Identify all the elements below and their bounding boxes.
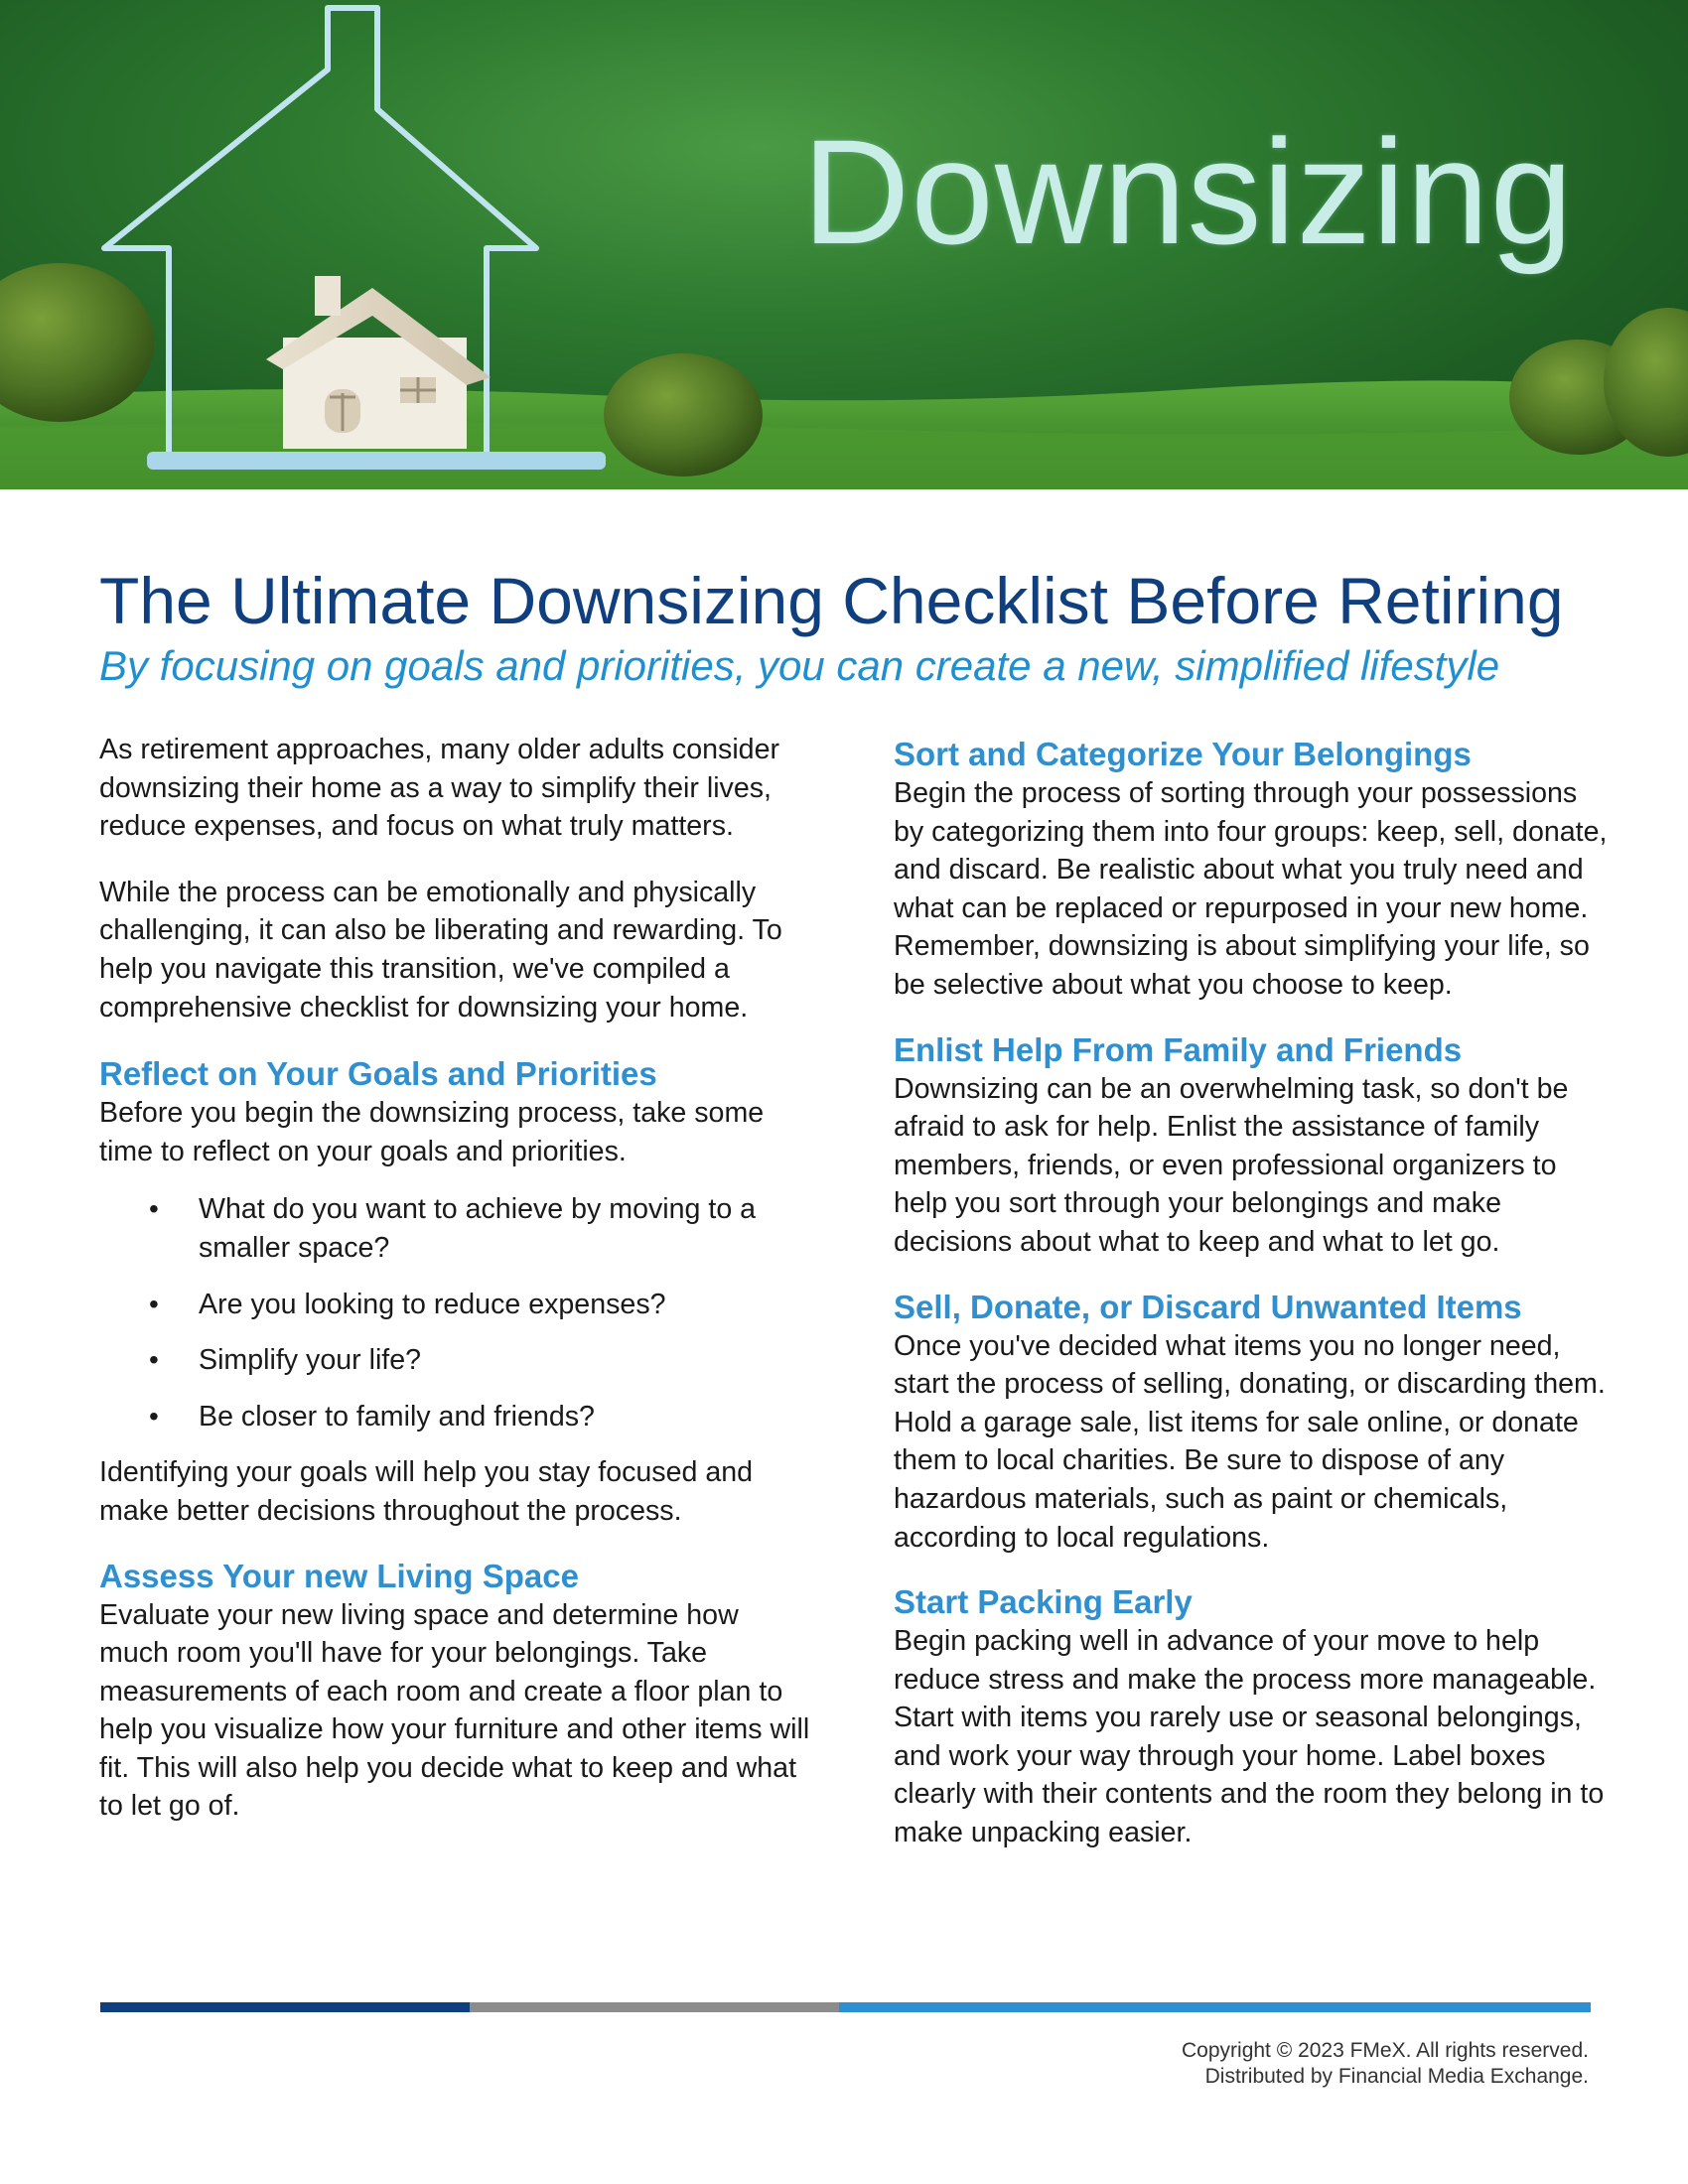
left-column [99,731,814,1851]
section-body: Before you begin the downsizing process, take some time to reflect on your goals and priorities. [99,1097,765,1167]
bullet-icon: • [149,1344,159,1376]
section-heading: Sort and Categorize Your Belongings [894,736,1472,772]
intro-paragraph: While the process can be emotionally and physically challenging, it can also be liberating and rewarding. To help you navigate this transition, we've compiled a comprehensive checklist for downsizing your home. [99,876,782,1024]
section-heading: Enlist Help From Family and Friends [894,1030,1463,1068]
section-sell-donate [894,1288,1609,1558]
section-body: Evaluate your new living space and determine how much room you'll have for your belongings. Take measurements of each room and create a floor plan to help you visualize how your furniture and other items will fit. This will also help you decide what to keep and what to let go of. [99,1598,810,1823]
section-sort-belongings [894,735,1609,1005]
bullet-icon: • [149,1400,159,1432]
footer-rule-dark [100,2002,470,2012]
small-house [266,276,491,449]
page-title: The Ultimate Downsizing Checklist Before Retiring [99,564,1564,637]
section-heading: Assess Your new Living Space [99,1557,579,1594]
right-column [894,735,1609,1878]
footer [894,2038,1589,2090]
footer-rule-light [839,2002,1591,2012]
section-heading: Reflect on Your Goals and Priorities [99,1055,657,1093]
list-item: • Be closer to family and friends? [99,1398,814,1436]
list-item: • Are you looking to reduce expenses? [99,1286,814,1324]
section-assess-space [99,1557,814,1827]
list-item: • Simplify your life? [99,1341,814,1380]
distributed-text: Distributed by Financial Media Exchange. [1204,2065,1589,2088]
copyright-text: Copyright © 2023 FMeX. All rights reserved. [1182,2039,1589,2062]
section-enlist-help [894,1030,1609,1262]
goals-bullet-list [99,1190,814,1435]
footer-rule-gray [470,2002,839,2012]
page-subtitle: By focusing on goals and priorities, you can create a new, simplified lifestyle [99,642,1500,689]
bullet-icon: • [149,1193,159,1225]
banner-title-word: Downsizing [802,108,1574,275]
section-heading: Sell, Donate, or Discard Unwanted Items [894,1288,1522,1325]
section-body: Begin packing well in advance of your move to help reduce stress and make the process more manageable. Start with items you rarely use or seasonal belongings, and work your way through your home. Label boxes clearly with their contents and the room they belong in to make unpacking easier. [894,1625,1605,1849]
intro-paragraph: As retirement approaches, many older adults consider downsizing their home as a way to simplify their lives, reduce expenses, and focus on what truly matters. [99,734,780,843]
moss-ball-center [604,353,763,477]
list-item: • What do you want to achieve by moving to a smaller space? [99,1190,814,1267]
section-body: Begin the process of sorting through your possessions by categorizing them into four groups: keep, sell, donate, and discard. Be realistic about what you truly need and what can be replaced or repurposed in your new home. Remember, downsizing is about simplifying your life, so be selective about what you choose to keep. [894,777,1608,1001]
section-reflect-goals [99,1054,814,1530]
bullet-icon: • [149,1288,159,1319]
section-heading: Start Packing Early [894,1583,1193,1621]
wire-house-base [147,452,606,470]
section-body: Once you've decided what items you no longer need, start the process of selling, donating, or discarding them. Hold a garage sale, list items for sale online, or donate them to local charities. Be sure to dispose of any hazardous materials, such as paint or chemicals, according to local regulations. [894,1329,1606,1554]
section-body: Downsizing can be an overwhelming task, so don't be afraid to ask for help. Enlist the assistance of family members, friends, or even professional organizers to help you sort through your belongings and make decisions about what to keep and what to let go. [894,1072,1569,1258]
header-banner-image [0,0,1688,489]
section-body: Identifying your goals will help you stay focused and make better decisions throughout the process. [99,1456,754,1527]
section-start-packing [894,1582,1609,1852]
